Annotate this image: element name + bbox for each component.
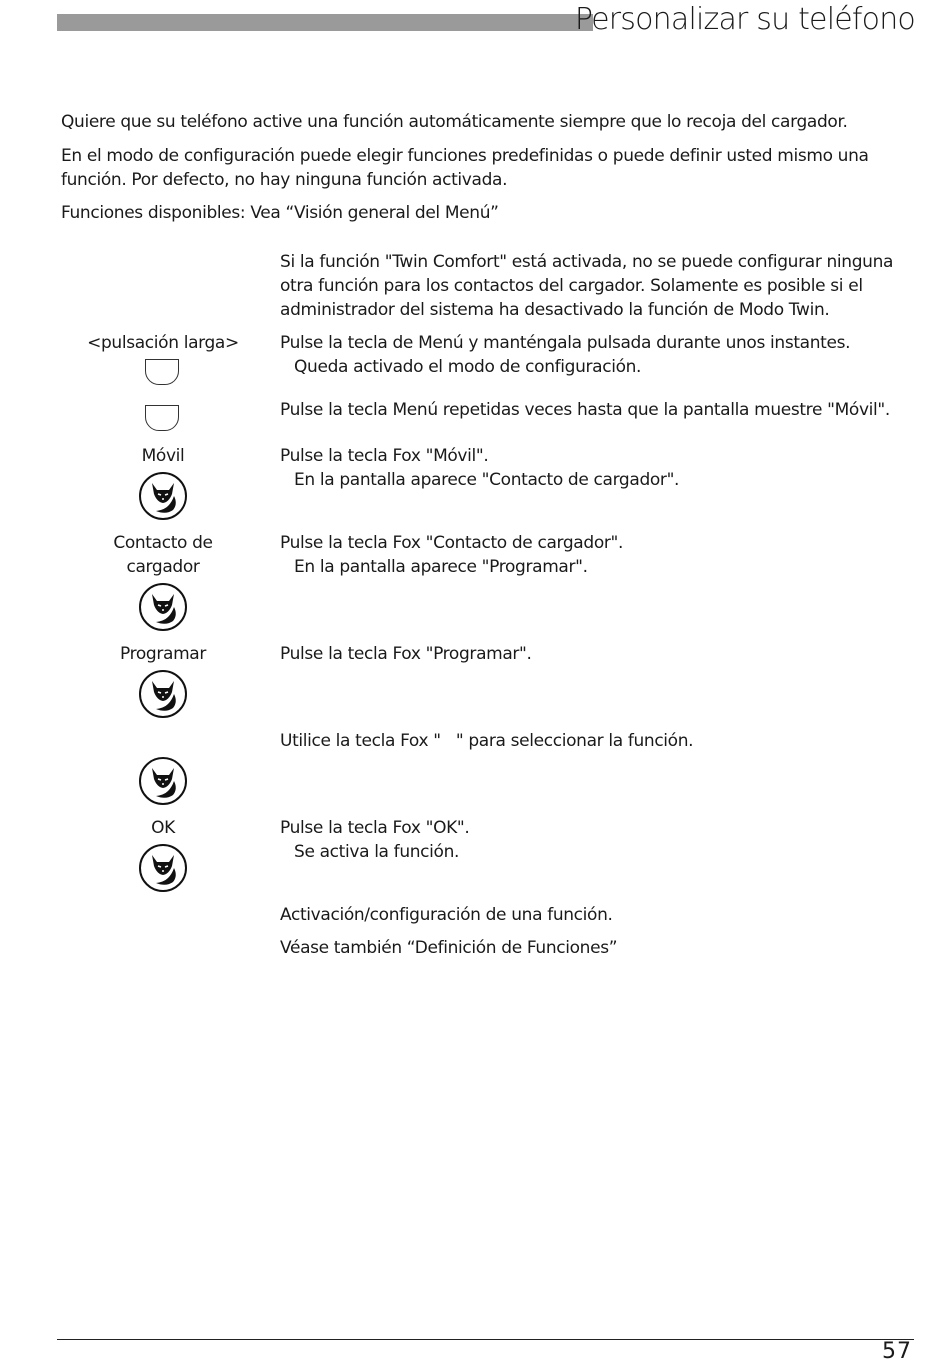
intro-paragraph-2: En el modo de configuración puede elegir funciones predefinidas o puede definir usted mismo una función. Por defecto, no hay ninguna función activada. [61, 146, 869, 190]
step-7-instruction [280, 816, 910, 864]
closing-line-2: Véase también “Definición de Funciones” [280, 938, 618, 958]
step-4-label-line-1: Contacto de [113, 533, 213, 553]
step-7-label: OK [151, 818, 175, 838]
fox-key-icon [138, 471, 188, 521]
header-bar [57, 14, 593, 31]
step-1-text: Pulse la tecla de Menú y manténgala pulsada durante unos instantes. [280, 333, 851, 353]
menu-key-icon [145, 405, 179, 431]
step-5-instruction: Pulse la tecla Fox "Programar". [280, 644, 532, 664]
footer-rule [57, 1339, 914, 1340]
fox-key-icon [138, 756, 188, 806]
fox-key-icon [138, 669, 188, 719]
step-4-label-line-2: cargador [126, 557, 200, 577]
twin-comfort-note: Si la función "Twin Comfort" está activada, no se puede configurar ninguna otra función para los contactos del cargador. Solamente es posible si el administrador del sistema ha desactivado la función de Modo Twin. [280, 252, 894, 320]
step-1-instruction [280, 331, 910, 379]
step-4-result: En la pantalla aparece "Programar". [294, 557, 588, 577]
page-number: 57 [882, 1339, 912, 1364]
step-3-result: En la pantalla aparece "Contacto de cargador". [294, 470, 680, 490]
step-1-label: <pulsación larga> [87, 333, 239, 353]
step-3-text: Pulse la tecla Fox "Móvil". [280, 446, 489, 466]
fox-key-icon [138, 582, 188, 632]
menu-key-icon [145, 359, 179, 385]
step-4-label [72, 531, 254, 579]
page-title: Personalizar su teléfono [574, 2, 915, 37]
step-2-instruction: Pulse la tecla Menú repetidas veces hasta que la pantalla muestre "Móvil". [280, 400, 890, 420]
fox-key-icon [138, 843, 188, 893]
step-5-label: Programar [120, 644, 206, 664]
step-4-text: Pulse la tecla Fox "Contacto de cargador". [280, 533, 624, 553]
intro-paragraph-3: Funciones disponibles: Vea “Visión general del Menú” [61, 203, 499, 223]
step-4-instruction [280, 531, 910, 579]
step-1-result: Queda activado el modo de configuración. [294, 357, 642, 377]
step-3-instruction [280, 444, 910, 492]
step-3-label: Móvil [141, 446, 185, 466]
intro-paragraph-1: Quiere que su teléfono active una función automáticamente siempre que lo recoja del cargador. [61, 112, 848, 132]
step-6-instruction: Utilice la tecla Fox " " para seleccionar la función. [280, 731, 694, 751]
closing-line-1: Activación/configuración de una función. [280, 905, 613, 925]
step-7-result: Se activa la función. [294, 842, 460, 862]
step-7-text: Pulse la tecla Fox "OK". [280, 818, 470, 838]
